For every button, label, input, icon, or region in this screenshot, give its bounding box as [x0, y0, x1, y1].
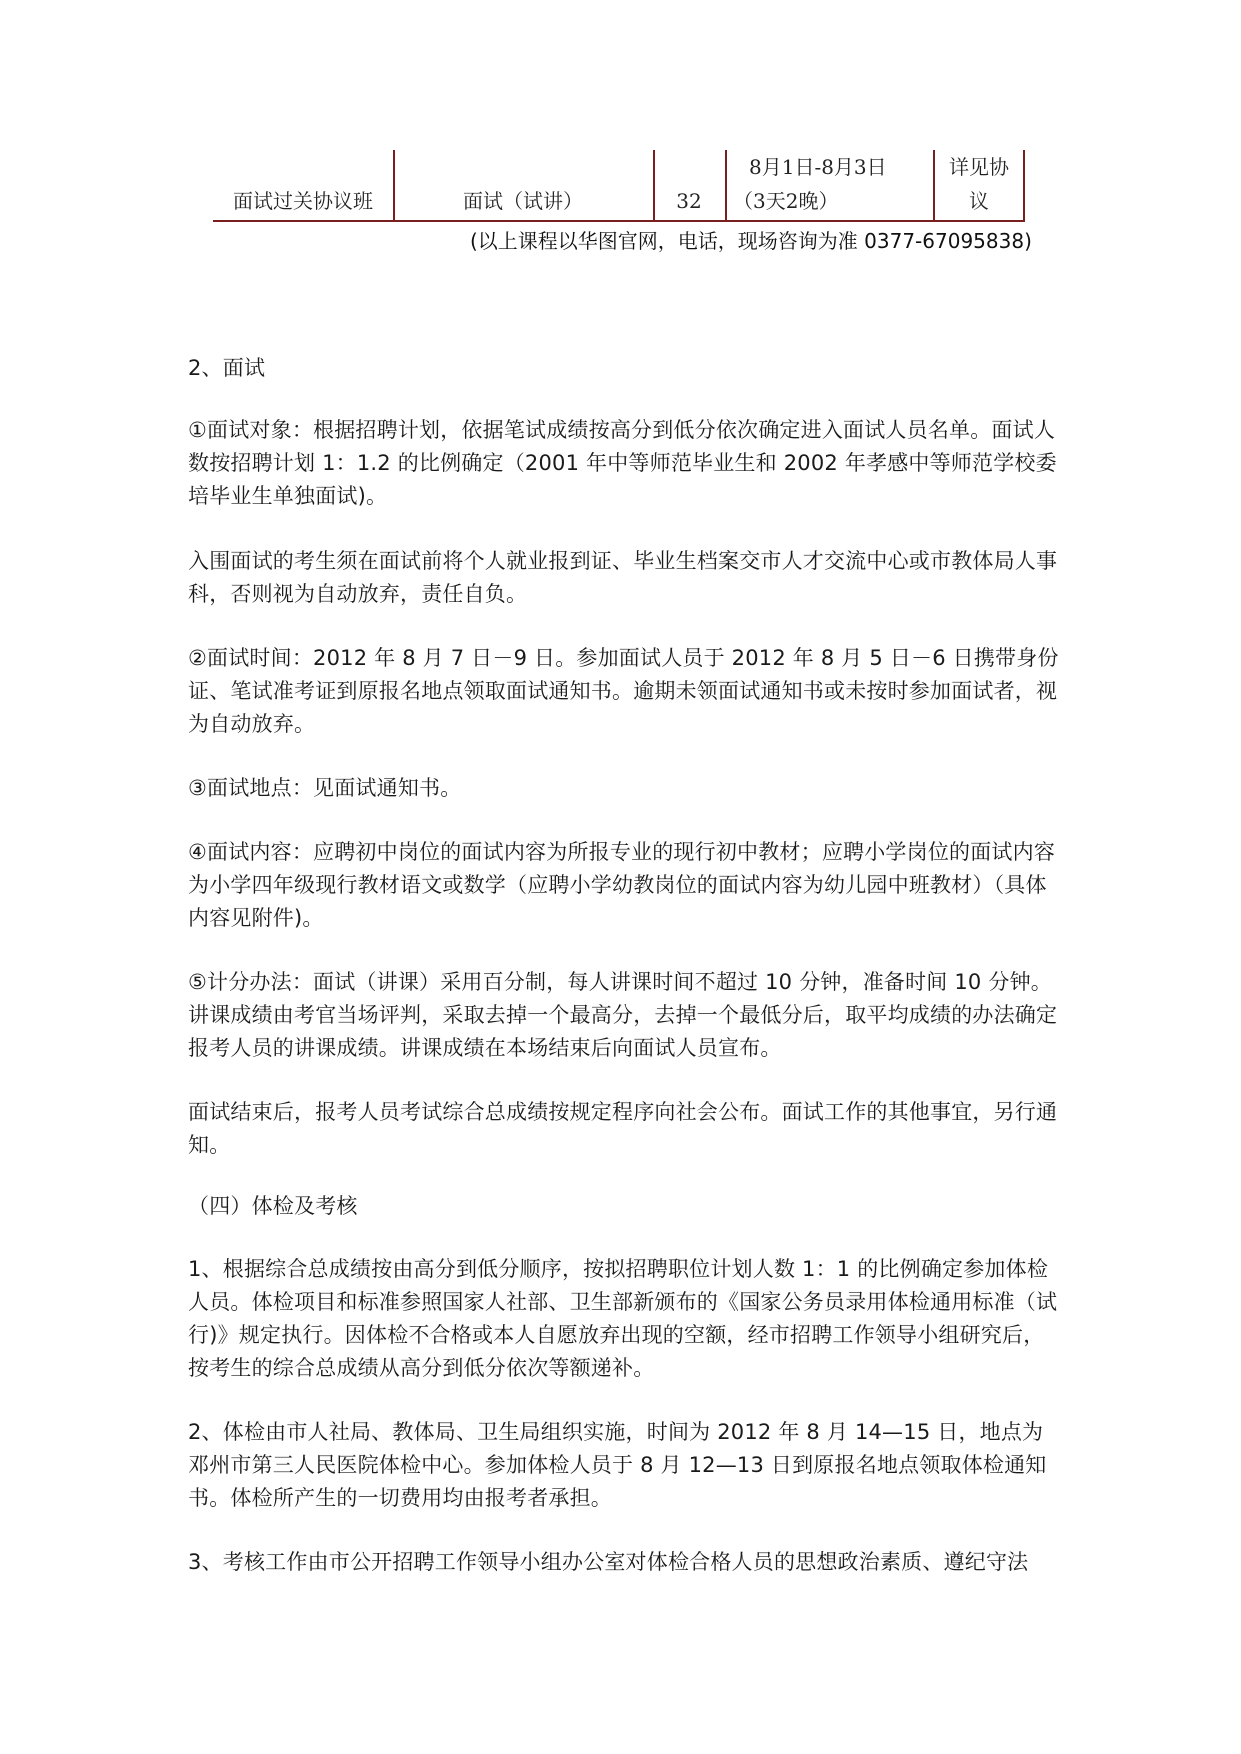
paragraph-interview-target: ①面试对象：根据招聘计划，依据笔试成绩按高分到低分依次确定进入面试人员名单。面试人数按招聘计划 1：1.2 的比例确定（2001 年中等师范毕业生和 2002 年孝感中等师范学校委培毕业生单独面试)。 [188, 418, 1057, 508]
paragraph-assessment: 3、考核工作由市公开招聘工作领导小组办公室对体检合格人员的思想政治素质、遵纪守法 [188, 1550, 1029, 1574]
table-cell-price-line2: 议 [969, 189, 989, 213]
table-divider [1023, 150, 1025, 222]
paragraph-interview-location: ③面试地点：见面试通知书。 [188, 776, 462, 800]
table-bottom-border [213, 220, 1025, 222]
paragraph-interview-content: ④面试内容：应聘初中岗位的面试内容为所报专业的现行初中教材；应聘小学岗位的面试内容为小学四年级现行教材语文或数学（应聘小学幼教岗位的面试内容为幼儿园中班教材）（具体内容见附件)。 [188, 840, 1056, 930]
section-heading-physical-exam: （四）体检及考核 [188, 1194, 358, 1218]
paragraph-interview-materials: 入围面试的考生须在面试前将个人就业报到证、毕业生档案交市人才交流中心或市教体局人事科，否则视为自动放弃，责任自负。 [188, 549, 1058, 606]
course-table [213, 150, 1025, 222]
table-cell-date-line2: （3天2晚） [733, 189, 839, 213]
table-cell-subject: 面试（试讲） [463, 189, 583, 213]
section-heading-interview: 2、面试 [188, 356, 266, 380]
course-note: (以上课程以华图官网，电话，现场咨询为准 0377-67095838) [470, 229, 1032, 253]
table-cell-price-line1: 详见协 [949, 155, 1009, 179]
paragraph-interview-time: ②面试时间：2012 年 8 月 7 日－9 日。参加面试人员于 2012 年 8 月 5 日－6 日携带身份证、笔试准考证到原报名地点领取面试通知书。逾期未领面试通知书或未按时参加面试者，视为自动放弃。 [188, 646, 1059, 736]
table-cell-class-name: 面试过关协议班 [233, 189, 373, 213]
paragraph-physical-exam-2: 2、体检由市人社局、教体局、卫生局组织实施，时间为 2012 年 8 月 14—15 日，地点为邓州市第三人民医院体检中心。参加体检人员于 8 月 12—13 日到原报名地点领取体检通知书。体检所产生的一切费用均由报考者承担。 [188, 1420, 1047, 1510]
table-divider [725, 150, 727, 222]
table-cell-date-line1: 8月1日-8月3日 [749, 155, 887, 179]
paragraph-scoring-method: ⑤计分办法：面试（讲课）采用百分制，每人讲课时间不超过 10 分钟，准备时间 10 分钟。讲课成绩由考官当场评判，采取去掉一个最高分，去掉一个最低分后，取平均成绩的办法确定报考人员的讲课成绩。讲课成绩在本场结束后向面试人员宣布。 [188, 970, 1058, 1060]
paragraph-after-interview: 面试结束后，报考人员考试综合总成绩按规定程序向社会公布。面试工作的其他事宜，另行通知。 [188, 1100, 1058, 1157]
paragraph-physical-exam-1: 1、根据综合总成绩按由高分到低分顺序，按拟招聘职位计划人数 1：1 的比例确定参加体检人员。体检项目和标准参照国家人社部、卫生部新颁布的《国家公务员录用体检通用标准（试行)》规定执行。因体检不合格或本人自愿放弃出现的空额，经市招聘工作领导小组研究后，按考生的综合总成绩从高分到低分依次等额递补。 [188, 1257, 1058, 1380]
table-cell-hours: 32 [676, 189, 702, 213]
